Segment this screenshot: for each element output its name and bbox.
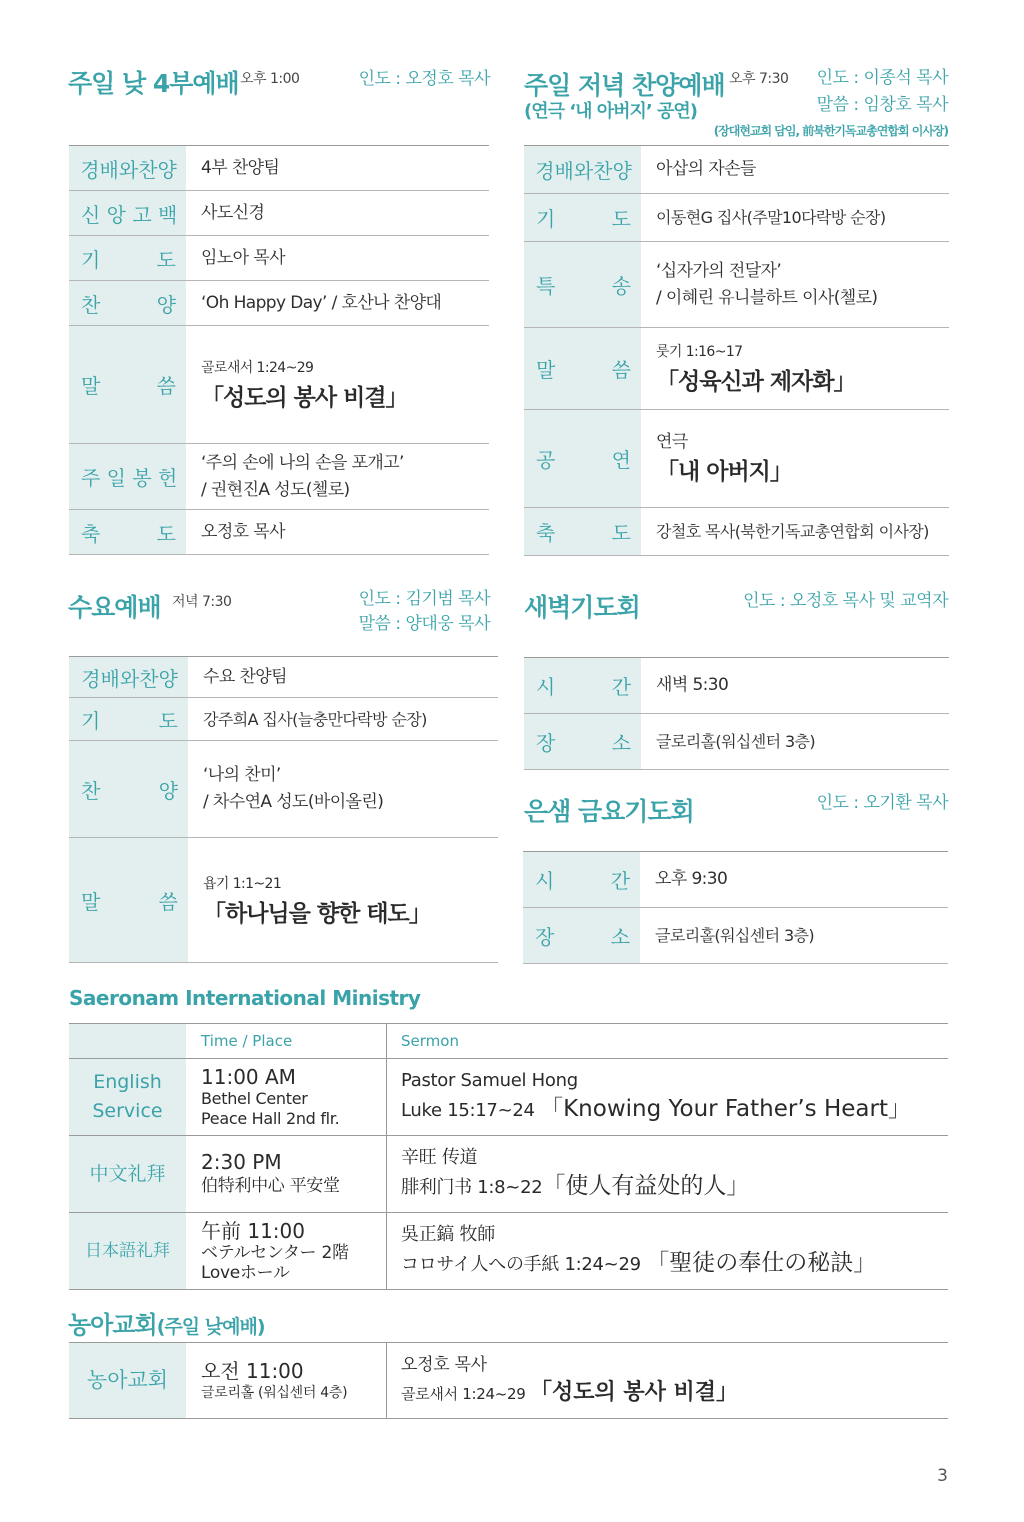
sermon-passage: 욥기 1:1~21 <box>203 875 282 892</box>
sermon-passage: 골로새서 1:24~29 <box>401 1385 526 1403</box>
sunday-evening-preacher: 말씀 : 임창호 목사 <box>816 95 948 115</box>
row-label: 주 일 봉 헌 <box>69 444 187 509</box>
row-value <box>189 838 498 962</box>
row-label: 축 도 <box>69 510 187 554</box>
row-value <box>187 326 489 443</box>
row-time-place <box>187 1059 387 1135</box>
row-value: 새벽 5:30 <box>656 675 729 695</box>
sermon-passage: 룻기 1:16~17 <box>656 344 743 360</box>
header-sermon <box>387 1024 948 1058</box>
friday-leader: 인도 : 오기환 목사 <box>816 793 948 813</box>
wednesday-time: 저녁 7:30 <box>172 594 232 610</box>
table-row <box>69 281 489 326</box>
nonga-title: 농아교회 <box>68 1311 157 1339</box>
table-header-row <box>69 1024 948 1059</box>
row-value: 수요 찬양팀 <box>203 666 287 687</box>
row-label: 시 간 <box>524 658 642 713</box>
row-value: 강철호 목사(북한기독교총연합회 이사장) <box>656 522 929 541</box>
sermon-passage: 골로새서 1:24~29 <box>201 360 314 376</box>
table-row <box>524 328 949 410</box>
sunday-4th-time: 오후 1:00 <box>240 71 300 87</box>
table-row <box>524 194 949 242</box>
service-time: 午前 11:00 <box>201 1219 305 1243</box>
sunday-evening-title: 주일 저녁 찬양예배 <box>524 71 725 100</box>
row-value: 아삽의 자손들 <box>656 159 756 179</box>
wednesday-table <box>69 656 498 963</box>
performance-title: 「내 아버지」 <box>656 459 792 485</box>
sermon-line <box>401 1248 934 1280</box>
header-time <box>187 1024 387 1058</box>
dawn-table <box>524 657 949 770</box>
dawn-title: 새벽기도회 <box>524 593 640 622</box>
row-label: 장 소 <box>523 908 641 963</box>
sermon-title: 「使人有益处的人」 <box>542 1173 750 1199</box>
row-label: 특 송 <box>524 242 642 327</box>
row-label: 말 씀 <box>69 326 187 443</box>
row-label: 말 씀 <box>524 328 642 409</box>
service-time: 오전 11:00 <box>201 1358 304 1383</box>
table-row <box>69 741 498 838</box>
table-row <box>524 242 949 328</box>
table-row <box>69 838 498 963</box>
row-value <box>187 444 489 509</box>
sunday-4th-table <box>69 145 489 555</box>
header-time-label: Time / Place <box>201 1032 293 1050</box>
row-label: 기 도 <box>69 236 187 280</box>
friday-table <box>523 851 948 964</box>
row-value <box>642 410 949 507</box>
row-label: 기 도 <box>69 698 189 740</box>
row-value <box>189 741 498 837</box>
row-value: 임노아 목사 <box>201 247 285 268</box>
table-row <box>69 1136 948 1213</box>
row-label: 시 간 <box>523 852 641 907</box>
row-sermon <box>387 1213 948 1289</box>
dawn-leader: 인도 : 오정호 목사 및 교역자 <box>743 591 948 611</box>
table-row <box>523 852 948 908</box>
sermon-passage: コロサイ人への手紙 1:24~29 <box>401 1254 641 1275</box>
sunday-4th-leader: 인도 : 오정호 목사 <box>358 69 490 89</box>
row-value <box>642 328 949 409</box>
nonga-heading <box>68 1305 265 1340</box>
sermon-title: 「하나님을 향한 태도」 <box>203 900 431 927</box>
row-value: 오후 9:30 <box>655 869 728 889</box>
speaker: Pastor Samuel Hong <box>401 1070 578 1091</box>
row-label: 축 도 <box>524 508 642 555</box>
friday-title: 은샘 금요기도회 <box>524 797 694 826</box>
performance-type: 연극 <box>656 432 688 452</box>
sunday-evening-table <box>524 145 949 556</box>
row-time-place <box>187 1136 387 1212</box>
row-label: 신 앙 고 백 <box>69 191 187 235</box>
wednesday-preacher: 말씀 : 양대웅 목사 <box>358 614 490 634</box>
sermon-passage: Luke 15:17~24 <box>401 1100 535 1121</box>
row-label: 경배와찬양 <box>524 146 642 193</box>
row-time-place <box>187 1213 387 1289</box>
table-row <box>524 146 949 194</box>
table-row <box>69 326 489 444</box>
table-row <box>69 510 489 555</box>
service-time: 11:00 AM <box>201 1065 296 1089</box>
row-value: 이동현G 집사(주말10다락방 순장) <box>656 208 886 227</box>
speaker: 辛旺 传道 <box>401 1147 478 1168</box>
table-row <box>523 908 948 964</box>
speaker: 오정호 목사 <box>401 1355 487 1375</box>
sunday-4th-title: 주일 낮 4부예배 <box>68 69 239 98</box>
service-place: 글로리홀 (워십센터 4층) <box>201 1384 348 1401</box>
sunday-evening-note: (장대현교회 담임, 前북한기독교총연합회 이사장) <box>713 124 948 138</box>
row-sermon <box>387 1136 948 1212</box>
table-row <box>69 698 498 741</box>
row-label: 경배와찬양 <box>69 146 187 190</box>
special-song: ‘십자가의 전달자’ <box>656 260 782 281</box>
sermon-title: 「성육신과 제자화」 <box>656 369 856 395</box>
table-row <box>69 191 489 236</box>
wednesday-leader: 인도 : 김기범 목사 <box>358 589 490 609</box>
service-place-detail: Loveホール <box>201 1263 290 1283</box>
row-time-place <box>187 1343 387 1418</box>
row-value: 오정호 목사 <box>201 521 285 542</box>
table-row <box>69 657 498 698</box>
nonga-table <box>69 1342 948 1419</box>
row-label: 日本語礼拜 <box>69 1213 187 1289</box>
page-number: 3 <box>937 1466 948 1486</box>
sermon-title: 「성도의 봉사 비결」 <box>529 1380 739 1405</box>
row-label: 장 소 <box>524 714 642 769</box>
international-table <box>69 1023 948 1290</box>
service-place: 伯特利中心 平安堂 <box>201 1176 340 1196</box>
sunday-evening-time: 오후 7:30 <box>729 71 789 87</box>
row-label: 농아교회 <box>69 1343 187 1418</box>
row-label: 말 씀 <box>69 838 189 962</box>
offering-song: ‘주의 손에 나의 손을 포개고’ <box>201 452 404 473</box>
praise-performer: / 차수연A 성도(바이올린) <box>203 792 384 812</box>
praise-song: ‘나의 찬미’ <box>203 765 281 785</box>
sermon-line <box>401 1171 934 1203</box>
table-row <box>524 658 949 714</box>
table-row <box>524 508 949 556</box>
row-sermon <box>387 1059 948 1135</box>
speaker: 吳正鎬 牧師 <box>401 1224 495 1245</box>
service-place: Bethel Center <box>201 1089 308 1108</box>
row-value: 4부 찬양팀 <box>201 157 280 178</box>
service-place-detail: Peace Hall 2nd flr. <box>201 1109 340 1128</box>
row-label: English Service <box>69 1059 187 1135</box>
sermon-title: 「성도의 봉사 비결」 <box>201 385 408 411</box>
row-label: 中文礼拜 <box>69 1136 187 1212</box>
international-title: Saeronam International Ministry <box>69 986 421 1010</box>
header-empty <box>69 1024 187 1058</box>
offering-performer: / 권현진A 성도(첼로) <box>201 479 350 500</box>
sermon-title: 「Knowing Your Father’s Heart」 <box>540 1096 911 1122</box>
row-value: ‘Oh Happy Day’ / 호산나 찬양대 <box>201 292 442 313</box>
row-label: 경배와찬양 <box>69 657 189 697</box>
table-row <box>524 714 949 770</box>
sermon-line <box>401 1094 934 1126</box>
table-row <box>69 146 489 191</box>
row-value: 글로리홀(워십센터 3층) <box>655 926 815 945</box>
row-label: 기 도 <box>524 194 642 241</box>
header-sermon-label: Sermon <box>401 1032 459 1050</box>
table-row <box>69 236 489 281</box>
table-row <box>69 1059 948 1136</box>
special-performer: / 이혜린 유니블하트 이사(첼로) <box>656 287 878 308</box>
row-label: 찬 양 <box>69 741 189 837</box>
table-row <box>69 1213 948 1290</box>
service-time: 2:30 PM <box>201 1150 282 1174</box>
sunday-evening-leader: 인도 : 이종석 목사 <box>816 68 948 88</box>
row-value: 글로리홀(워십센터 3층) <box>656 732 816 751</box>
service-place: ベテルセンター 2階 <box>201 1243 349 1263</box>
row-label: 공 연 <box>524 410 642 507</box>
table-row <box>69 1343 948 1419</box>
sermon-title: 「聖徒の奉仕の秘訣」 <box>646 1250 877 1276</box>
row-value: 강주희A 집사(늘충만다락방 순장) <box>203 709 427 729</box>
table-row <box>524 410 949 508</box>
row-sermon <box>387 1343 948 1418</box>
row-label: 찬 양 <box>69 281 187 325</box>
wednesday-title: 수요예배 <box>68 593 161 622</box>
sermon-line <box>401 1378 934 1409</box>
row-value: 사도신경 <box>201 202 265 223</box>
sunday-evening-subtitle: (연극 ‘내 아버지’ 공연) <box>524 101 698 122</box>
table-row <box>69 444 489 510</box>
sermon-passage: 腓利门书 1:8~22 <box>401 1177 543 1198</box>
nonga-title-paren: (주일 낮예배) <box>156 1316 265 1338</box>
row-value <box>642 242 949 327</box>
